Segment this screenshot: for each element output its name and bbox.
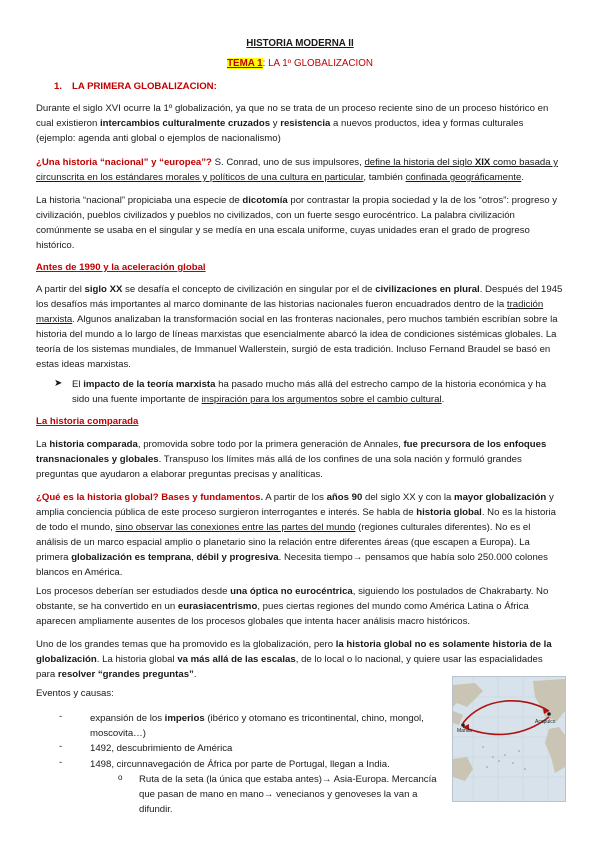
list-title: Eventos y causas: xyxy=(36,688,114,699)
arrow-bullet-icon: ➤ xyxy=(54,378,63,389)
sublist-circle: o xyxy=(118,773,123,782)
section-heading: 1. LA PRIMERA GLOBALIZACION: xyxy=(54,81,217,92)
map-illustration xyxy=(453,677,565,801)
heading-comparative-history: La historia comparada xyxy=(36,416,139,427)
topic-name: : LA 1º GLOBALIZACION xyxy=(262,58,373,69)
sublist-item-silk-road: Ruta de la seta (la única que estaba antes)→ Asia-Europa. Mercancía que pasan de mano en mano→ venecianos y genoveses la van a difundir. xyxy=(139,774,437,815)
paragraph-marxist-impact: El impacto de la teoría marxista ha pasado mucho más allá del estrecho campo de la historia económica y ha sido una fuente importante de inspiración para los argumentos sobre el cambio cultural. xyxy=(72,379,547,405)
heading-before-1990: Antes de 1990 y la aceleración global xyxy=(36,262,206,273)
trade-route-map-image xyxy=(452,676,566,802)
topic-number: TEMA 1 xyxy=(227,58,263,69)
paragraph-scales: Uno de los grandes temas que ha promovido es la globalización, pero la historia global no es solamente historia de la globalización. La historia global va más allá de las escalas, de lo local o lo nacional, y quiere usar las espacialidades para resolver “grandes preguntas”. xyxy=(36,639,552,680)
map-label-manila: Manila xyxy=(457,728,472,734)
paragraph-national-history: ¿Una historia “nacional” y “europea”? S. Conrad, uno de sus impulsores, define la historia del siglo XIX como basada y circunscrita en los estándares morales y políticos de una cultura en particular, también confinada geográficamente. xyxy=(36,157,559,183)
topic-subtitle xyxy=(0,58,600,69)
list-dash: - xyxy=(59,741,63,752)
document-title: HISTORIA MODERNA II xyxy=(246,38,354,49)
paragraph-eurocentrism: Los procesos deberían ser estudiados desde una óptica no eurocéntrica, siguiendo los postulados de Chakrabarty. No obstante, se ha convertido en un eurasiacentrismo, pues ciertas regiones del mundo como América Latina o África aparecen ampliamente ausentes de los procesos globales que intenta hacer análisis macro históricos. xyxy=(36,586,549,627)
paragraph-dichotomy: La historia “nacional” propiciaba una especie de dicotomía por contrastar la propia sociedad y la de los “otros”: progreso y civilización, pueblos civilizados y pueblos no civilizados, con un fuerte sesgo eurocéntrico. La palabra civilización comúnmente se usaba en el singular y se medía en una escala uniforme, cuyas unidades eran el grado de progreso histórico. xyxy=(36,195,558,251)
paragraph-intro: Durante el siglo XVI ocurre la 1º globalización, ya que no se trata de un proceso reciente sino de un proceso histórico en cual existieron intercambios culturalmente cruzados y resistencia a nuevos productos, idea y formas culturales (ejemplo: agenda anti global o ejemplos de nacionalismo) xyxy=(36,103,549,144)
paragraph-comparative: La historia comparada, promovida sobre todo por la primera generación de Annales, fue precursora de los enfoques transnacionales y globales. Transpuso los límites más allá de los confines de una sola nación y formuló grandes preguntas que ayudaron a elaborar preguntas precisas y analíticas. xyxy=(36,439,547,480)
paragraph-marxist: A partir del siglo XX se desafía el concepto de civilización en singular por el de civilizaciones en plural. Después del 1945 los desafíos más importantes al marco dominante de las historias nacionales fueron encuadrados dentro de la tradición marxista. Algunos analizaban la transformación social en las fronteras nacionales, pero muchos también escribían sobre la historia del mundo a lo largo de líneas marxistas que esencialmente abarcó la idea de condiciones sistémicas globales. La teoría de los sistemas mundiales, de Immanuel Wallerstein, surgió de esta tradición. Incluso Fernand Braudel se basó en estas ideas marxistas. xyxy=(36,284,563,370)
list-item-america: 1492, descubrimiento de América xyxy=(90,743,233,754)
list-dash: - xyxy=(59,711,63,722)
list-item-africa: 1498, circunnavegación de África por parte de Portugal, llegan a India. xyxy=(90,759,390,770)
map-label-acapulco: Acapulco xyxy=(535,719,556,725)
paragraph-global-history: ¿Qué es la historia global? Bases y fundamentos. A partir de los años 90 del siglo XX y con la mayor globalización y amplia conciencia pública de este proceso surgieron interrogantes e interés. Se habla de historia global. No es la historia de todo el mundo, sino observar las conexiones entre las partes del mundo (regiones culturales diferentes). No es el análisis de un marco espacial amplio o planetario sino la relación entre diferentes áreas (que escapen a Europa). La primera globalización es temprana, débil y progresiva. Necesita tiempo→ pensamos que había solo 250.000 colones blancos en América. xyxy=(36,492,556,578)
list-item-empires: expansión de los imperios (ibérico y otomano es tricontinental, chino, mongol, moscovita…) xyxy=(90,713,424,739)
list-dash: - xyxy=(59,757,63,768)
